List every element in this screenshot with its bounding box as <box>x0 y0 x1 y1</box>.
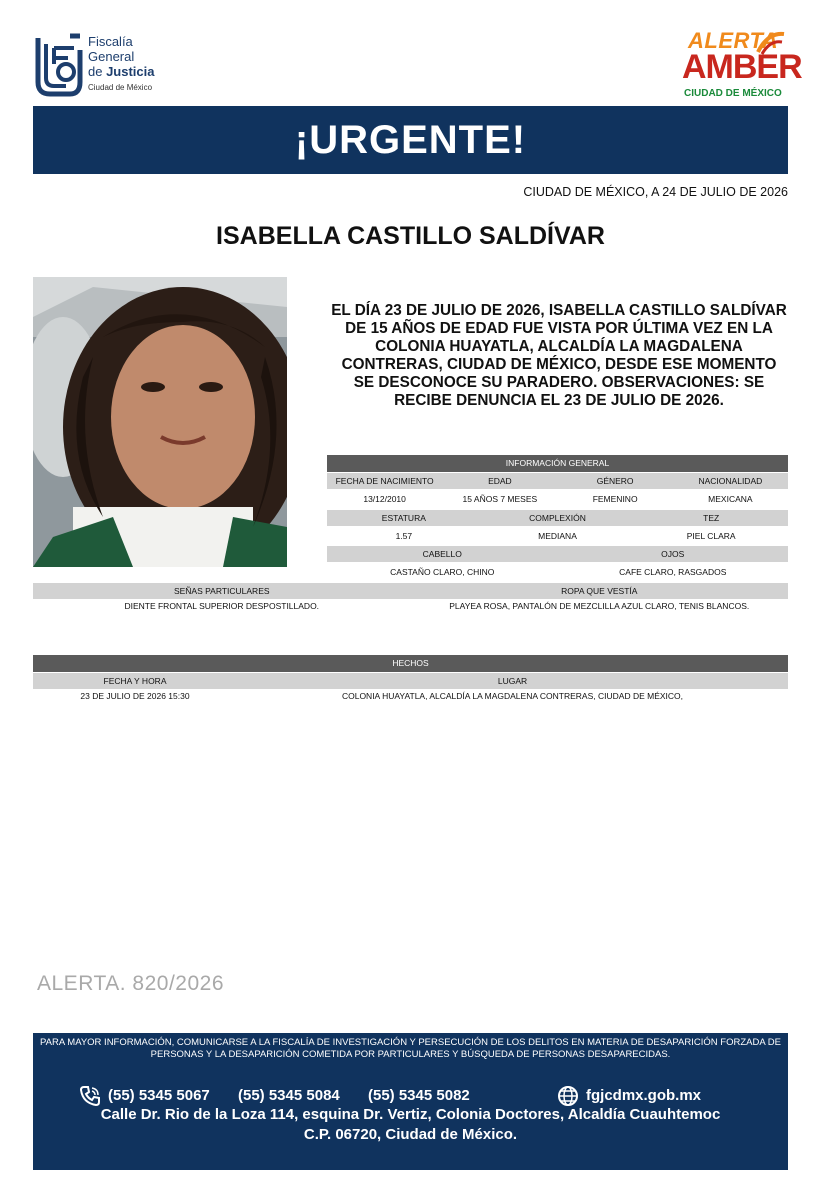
hechos-table-title: HECHOS <box>33 655 788 672</box>
header-hair: CABELLO <box>422 549 462 559</box>
footer <box>33 1033 788 1170</box>
value-date-time: 23 DE JULIO DE 2026 15:30 <box>80 691 190 701</box>
value-hair: CASTAÑO CLARO, CHINO <box>390 567 495 577</box>
header-height: ESTATURA <box>381 513 426 523</box>
info-row-1-values <box>327 491 788 507</box>
value-height: 1.57 <box>395 531 413 541</box>
header-complexion: TEZ <box>703 513 720 523</box>
website-link[interactable]: fgjcdmx.gob.mx <box>586 1087 702 1104</box>
amber-logo-line-1: ALERTA <box>688 28 779 53</box>
value-nationality: MEXICANA <box>708 494 753 504</box>
amber-logo-line-3: CIUDAD DE MÉXICO <box>684 88 782 99</box>
date-line: CIUDAD DE MÉXICO, A 24 DE JULIO DE 2026 <box>523 185 788 199</box>
fgj-line-1: Fiscalía <box>88 34 133 49</box>
amber-logo-line-2: AMBER <box>682 48 802 86</box>
contact-row <box>33 1085 788 1107</box>
fgj-line-3-prefix: de <box>88 64 107 79</box>
phone-link-1[interactable]: (55) 5345 5067 <box>108 1087 210 1104</box>
phone-link-3[interactable]: (55) 5345 5082 <box>368 1087 470 1104</box>
alert-id: ALERTA. 820/2026 <box>37 972 225 995</box>
header-eyes: OJOS <box>661 549 685 559</box>
header-place: LUGAR <box>497 676 528 686</box>
hechos-values <box>33 688 788 704</box>
urgent-banner-text: ¡URGENTE! <box>294 117 527 162</box>
fgj-line-2: General <box>88 49 135 64</box>
value-build: MEDIANA <box>538 531 577 541</box>
info-row-2-values <box>327 528 788 544</box>
header-date-time: FECHA Y HORA <box>103 676 167 686</box>
value-age: 15 AÑOS 7 MESES <box>462 494 538 504</box>
value-clothing: PLAYEA ROSA, PANTALÓN DE MEZCLILLA AZUL CLARO, TENIS BLANCOS. <box>449 601 750 611</box>
value-distinguishing-marks: DIENTE FRONTAL SUPERIOR DESPOSTILLADO. <box>124 601 320 611</box>
header-birthdate: FECHA DE NACIMIENTO <box>335 476 434 486</box>
header-nationality: NACIONALIDAD <box>698 476 763 486</box>
fgj-logo-text <box>88 34 155 94</box>
alerta-amber-logo <box>680 28 802 102</box>
info-row-1-headers <box>327 473 788 489</box>
info-row-3-values <box>327 564 788 580</box>
value-place: COLONIA HUAYATLA, ALCALDÍA LA MAGDALENA CONTRERAS, CIUDAD DE MÉXICO, <box>341 691 684 701</box>
info-row-4-headers <box>33 583 788 599</box>
phone-link-2[interactable]: (55) 5345 5084 <box>238 1087 340 1104</box>
value-birthdate: 13/12/2010 <box>363 494 406 504</box>
info-row-2-headers <box>327 510 788 526</box>
info-row-4-values <box>33 598 788 614</box>
fgj-logo <box>34 30 164 100</box>
urgent-banner <box>33 106 788 174</box>
value-gender: FEMENINO <box>592 494 638 504</box>
person-name: ISABELLA CASTILLO SALDÍVAR <box>216 222 605 250</box>
fgj-line-3 <box>88 64 155 79</box>
phone-icon <box>79 1085 101 1107</box>
header-age: EDAD <box>488 476 512 486</box>
fgj-line-3-bold: Justicia <box>106 64 155 79</box>
description-text: EL DÍA 23 DE JULIO DE 2026, ISABELLA CASTILLO SALDÍVAR DE 15 AÑOS DE EDAD FUE VISTA POR ÚLTIMA VEZ EN LA COLONIA HUAYATLA, ALCALDÍA LA MAGDALENA CONTRERAS, CIUDAD DE MÉXICO, DESDE ESE MOMENTO SE DESCONOCE SU PARADERO. OBSERVACIONES: SE RECIBE DENUNCIA EL 23 DE JULIO DE 2026. <box>331 302 787 409</box>
info-table-title: INFORMACIÓN GENERAL <box>327 455 788 472</box>
header-distinguishing-marks: SEÑAS PARTICULARES <box>173 586 270 596</box>
fgj-subtitle: Ciudad de México <box>88 83 153 92</box>
person-photo-image <box>33 277 287 567</box>
address-line-1: Calle Dr. Rio de la Loza 114, esquina Dr. Vertiz, Colonia Doctores, Alcaldía Cuauhtemoc <box>100 1106 721 1123</box>
footer-note: PARA MAYOR INFORMACIÓN, COMUNICARSE A LA FISCALÍA DE INVESTIGACIÓN Y PERSECUCIÓN DE LOS DELITOS EN MATERIA DE DESAPARICIÓN FORZADA DE PERSONAS Y LA DESAPARICIÓN COMETIDA POR PARTICULARES Y BÚSQUEDA DE PERSONAS DESAPARECIDAS. <box>40 1037 781 1060</box>
value-eyes: CAFE CLARO, RASGADOS <box>619 567 727 577</box>
globe-icon <box>557 1085 579 1107</box>
value-complexion: PIEL CLARA <box>686 531 736 541</box>
address-line-2: C.P. 06720, Ciudad de México. <box>303 1126 518 1143</box>
hechos-headers <box>33 673 788 689</box>
fgj-logo-icon <box>34 30 84 98</box>
header-clothing: ROPA QUE VESTÍA <box>561 586 638 596</box>
info-row-3-headers <box>327 546 788 562</box>
person-photo <box>33 277 287 567</box>
header-build: COMPLEXIÓN <box>529 513 586 523</box>
header-gender: GÉNERO <box>596 476 634 486</box>
